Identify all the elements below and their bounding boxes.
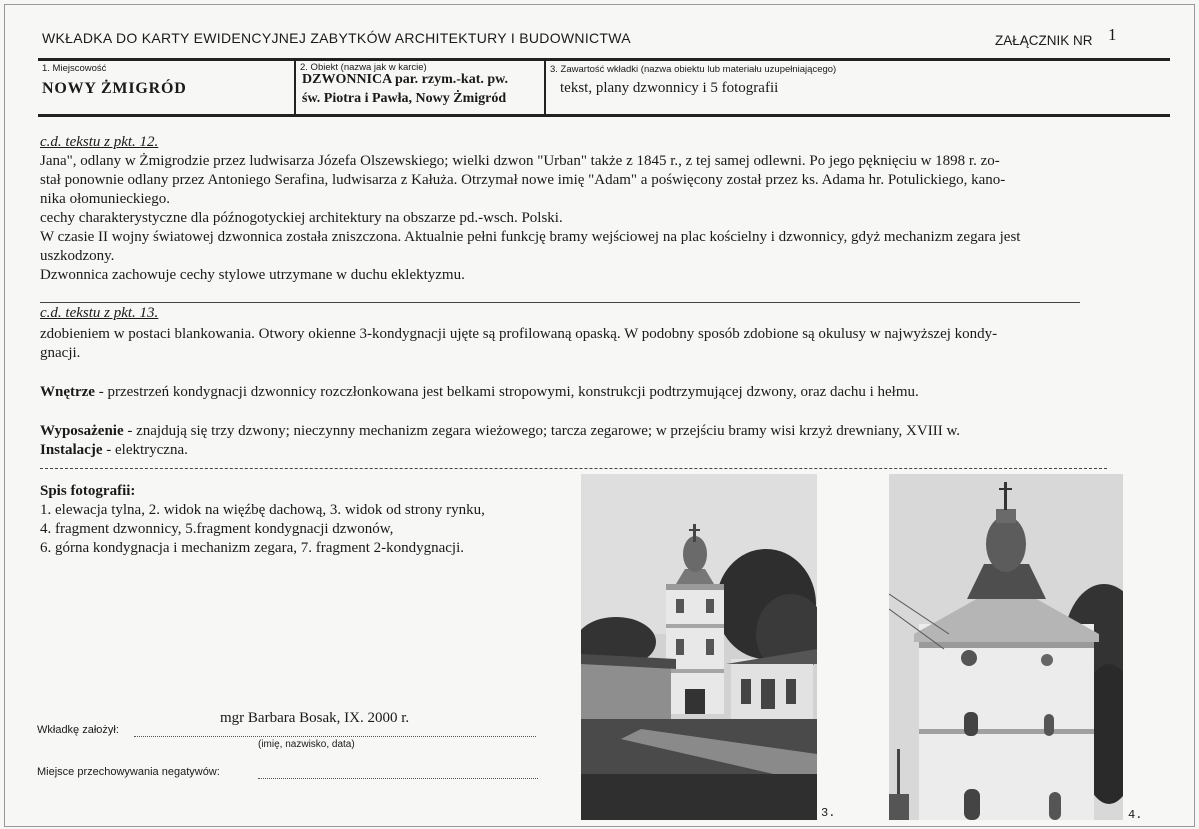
content-value: tekst, plany dzwonnicy i 5 fotografii xyxy=(560,80,779,96)
installations-label: Instalacje xyxy=(40,442,103,458)
form-title: WKŁADKA DO KARTY EWIDENCYJNEJ ZABYTKÓW ARCHITEKTURY I BUDOWNICTWA xyxy=(42,30,631,46)
photo-list-heading: Spis fotografii: xyxy=(40,483,136,499)
section12-text xyxy=(40,152,1125,285)
object-value-line2: św. Piotra i Pawła, Nowy Żmigród xyxy=(302,91,507,106)
content-label: 3. Zawartość wkładki (nazwa obiektu lub materiału uzupełniającego) xyxy=(550,64,837,75)
negatives-label: Miejsce przechowywania negatywów: xyxy=(37,766,220,778)
negatives-dotted-line xyxy=(258,778,538,779)
section12-line: cechy charakterystyczne dla późnogotyckiej architektury na obszarze pd.-wsch. Polski. xyxy=(40,210,563,226)
dashed-divider xyxy=(40,468,1107,469)
author-label: Wkładkę założył: xyxy=(37,724,119,736)
field-divider-2 xyxy=(544,58,546,116)
photo-list-line: 4. fragment dzwonnicy, 5.fragment kondygnacji dzwonów, xyxy=(40,521,394,537)
section12-line: W czasie II wojny światowej dzwonnica została zniszczona. Aktualnie pełni funkcję bramy wejściowej na plac kościelny i dzwonnicy, gdyż mechanizm zegara jest xyxy=(40,229,1021,245)
photo-4-bell-tower-closeup xyxy=(889,474,1123,820)
equipment-text: - znajdują się trzy dzwony; nieczynny mechanizm zegara wieżowego; tarcza zegarowe; w przejściu bramy wisi krzyż drewniany, XVIII w. xyxy=(123,423,961,439)
author-dotted-line xyxy=(134,736,536,737)
section12-line: Dzwonnica zachowuje cechy stylowe utrzymane w duchu eklektyzmu. xyxy=(40,267,465,283)
equipment-paragraph xyxy=(40,423,960,440)
attachment-label: ZAŁĄCZNIK NR xyxy=(995,33,1093,48)
field-divider-1 xyxy=(294,58,296,116)
installations-text: - elektryczna. xyxy=(102,442,188,458)
object-label: 2. Obiekt (nazwa jak w karcie) xyxy=(300,62,427,73)
photo-list-line: 6. górna kondygnacja i mechanizm zegara, 7. fragment 2-kondygnacji. xyxy=(40,540,465,556)
photo-list xyxy=(40,482,485,558)
author-value: mgr Barbara Bosak, IX. 2000 r. xyxy=(220,710,410,726)
section13-line: gnacji. xyxy=(40,345,81,361)
header-top-rule xyxy=(38,58,1170,61)
author-hint: (imię, nazwisko, data) xyxy=(258,739,355,750)
object-value xyxy=(302,72,508,107)
section12-heading: c.d. tekstu z pkt. 12. xyxy=(40,134,159,150)
locality-value: NOWY ŻMIGRÓD xyxy=(42,80,187,97)
section12-line: stał ponownie odlany przez Antoniego Serafina, ludwisarza z Kałuża. Otrzymał nowe imię "Adam" a poświęcony został przez ks. Adama hr. Potulickiego, kano- xyxy=(40,172,1006,188)
installations-paragraph xyxy=(40,442,188,459)
attachment-number: 1 xyxy=(1108,25,1117,44)
section12-line: nika ołomunieckiego. xyxy=(40,191,170,207)
section13-line: zdobieniem w postaci blankowania. Otwory okienne 3-kondygnacji ujęte są profilowaną opaską. W podobny sposób zdobione są okulusy w najwyższej kondy- xyxy=(40,326,998,342)
locality-label: 1. Miejscowość xyxy=(42,63,107,74)
photo-list-line: 1. elewacja tylna, 2. widok na więźbę dachową, 3. widok od strony rynku, xyxy=(40,502,485,518)
object-value-line1: DZWONNICA par. rzym.-kat. pw. xyxy=(302,72,508,87)
header-bottom-rule xyxy=(38,114,1170,117)
photo-3-image xyxy=(581,474,817,820)
photo-4-number: 4. xyxy=(1128,808,1143,822)
photo-3-number: 3. xyxy=(821,806,836,820)
photo-3-bell-tower-view xyxy=(581,474,817,820)
equipment-label: Wyposażenie xyxy=(40,423,124,439)
section-divider xyxy=(40,302,1080,303)
section13-heading: c.d. tekstu z pkt. 13. xyxy=(40,305,159,321)
section12-line: uszkodzony. xyxy=(40,248,115,264)
interior-text: - przestrzeń kondygnacji dzwonnicy rozczłonkowana jest belkami stropowymi, konstrukcji podtrzymującej dzwony, oraz dachu i hełmu. xyxy=(94,384,919,400)
interior-label: Wnętrze xyxy=(40,384,95,400)
photo-4-image xyxy=(889,474,1123,820)
section13-text xyxy=(40,325,1125,363)
section12-line: Jana", odlany w Żmigrodzie przez ludwisarza Józefa Olszewskiego; wielki dzwon "Urban" także z 1845 r., z tej samej odlewni. Po jego pęknięciu w 1898 r. zo- xyxy=(40,153,1000,169)
interior-paragraph xyxy=(40,384,919,401)
